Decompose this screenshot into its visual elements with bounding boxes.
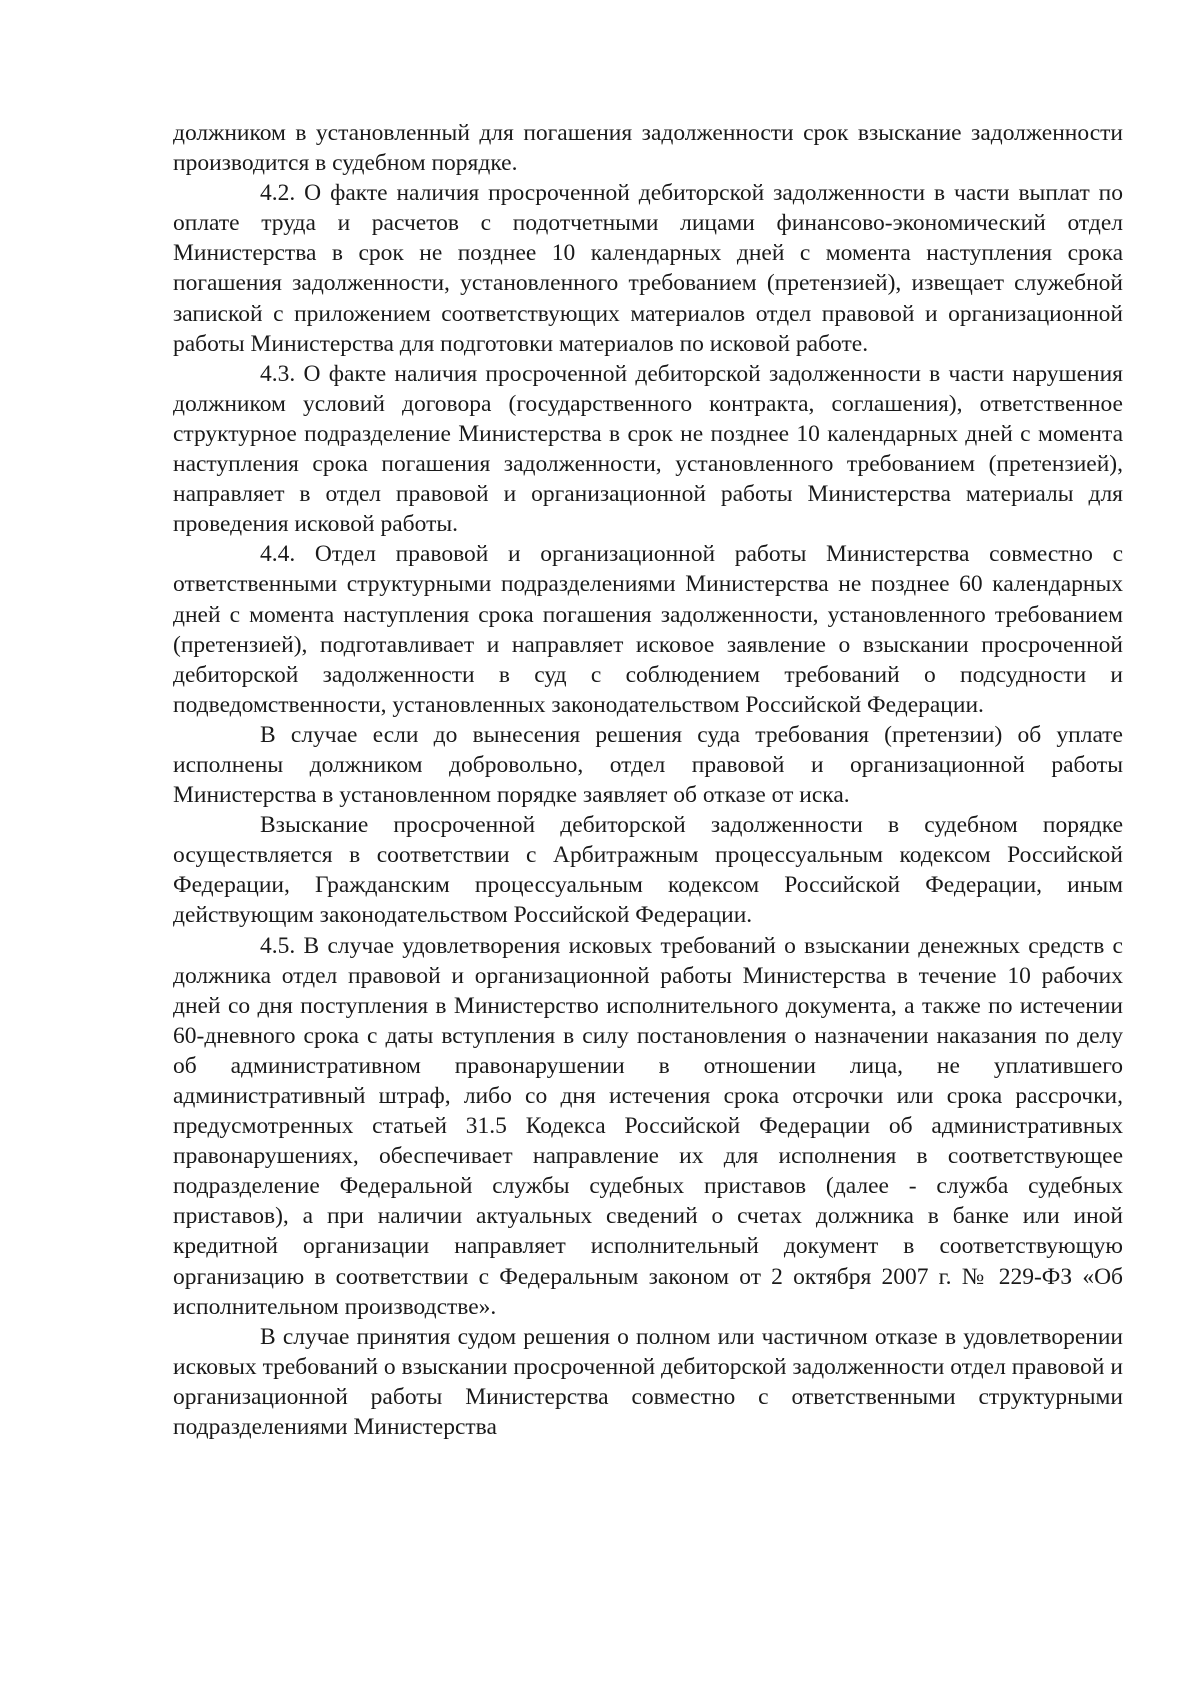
paragraph-4-4: 4.4. Отдел правовой и организационной работы Министерства совместно с ответственными структурными подразделениями Министерства не позднее 60 календарных дней с момента наступления срока погашения задолженности, установленного требованием (претензией), подготавливает и направляет исковое заявление о взыскании просроченной дебиторской задолженности в суд с соблюдением требований о подсудности и подведомственности, установленных законодательством Российской Федерации. bbox=[173, 541, 1123, 718]
document-page bbox=[173, 118, 1123, 1442]
paragraph-4-2: 4.2. О факте наличия просроченной дебиторской задолженности в части выплат по оплате труда и расчетов с подотчетными лицами финансово-экономический отдел Министерства в срок не позднее 10 календарных дней с момента наступления срока погашения задолженности, установленного требованием (претензией), извещает служебной запиской с приложением соответствующих материалов отдел правовой и организационной работы Министерства для подготовки материалов по исковой работе. bbox=[173, 180, 1123, 357]
paragraph-4-3: 4.3. О факте наличия просроченной дебиторской задолженности в части нарушения должником условий договора (государственного контракта, соглашения), ответственное структурное подразделение Министерства в срок не позднее 10 календарных дней с момента наступления срока погашения задолженности, установленного требованием (претензией), направляет в отдел правовой и организационной работы Министерства материалы для проведения исковой работы. bbox=[173, 360, 1123, 538]
paragraph-continuation: должником в установленный для погашения задолженности срок взыскание задолженности производится в судебном порядке. bbox=[173, 120, 1123, 177]
paragraph-claim-withdrawal: В случае если до вынесения решения суда требования (претензии) об уплате исполнены должником добровольно, отдел правовой и организационной работы Министерства в установленном порядке заявляет об отказе от иска. bbox=[173, 721, 1123, 809]
paragraph-claim-refusal: В случае принятия судом решения о полном или частичном отказе в удовлетворении исковых требований о взыскании просроченной дебиторской задолженности отдел правовой и организационной работы Министерства совместно с ответственными структурными подразделениями Министерства bbox=[173, 1323, 1123, 1441]
paragraph-judicial-recovery: Взыскание просроченной дебиторской задолженности в судебном порядке осуществляется в соответствии с Арбитражным процессуальным кодексом Российской Федерации, Гражданским процессуальным кодексом Российской Федерации, иным действующим законодательством Российской Федерации. bbox=[173, 812, 1123, 929]
paragraph-4-5: 4.5. В случае удовлетворения исковых требований о взыскании денежных средств с должника отдел правовой и организационной работы Министерства в течение 10 рабочих дней со дня поступления в Министерство исполнительного документа, а также по истечении 60-дневного срока с даты вступления в силу постановления о назначении наказания по делу об административном правонарушении в отношении лица, не уплатившего административный штраф, либо со дня истечения срока отсрочки или срока рассрочки, предусмотренных статьей 31.5 Кодекса Российской Федерации об административных правонарушениях, обеспечивает направление их для исполнения в соответствующее подразделение Федеральной службы судебных приставов (далее - служба судебных приставов), а при наличии актуальных сведений о счетах должника в банке или иной кредитной организации направляет исполнительный документ в соответствующую организацию в соответствии с Федеральным законом от 2 октября 2007 г. № 229-ФЗ «Об исполнительном производстве». bbox=[173, 932, 1123, 1320]
